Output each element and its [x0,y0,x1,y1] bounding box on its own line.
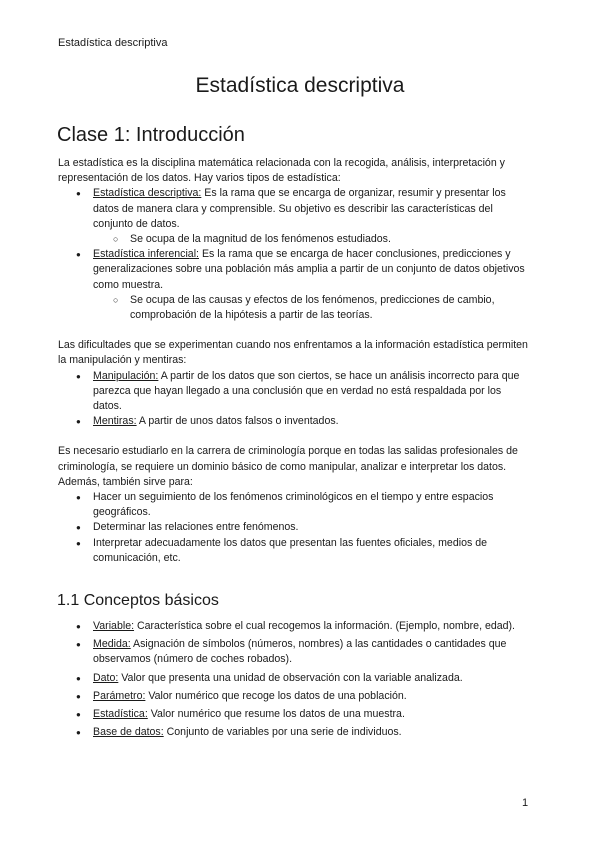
term-manipulacion: Manipulación: [93,369,159,382]
definition-text: Valor numérico que recoge los datos de una población. [145,689,407,702]
definition-text: Es la rama que se encarga de organizar, resumir y presentar los datos de manera clara y comprensible. Su objetivo es describir las características del conjunto de datos. [93,187,506,230]
definition-text: Asignación de símbolos (números, nombres) a las cantidades o cantidades que observamos (número de coches robados). [93,638,507,666]
sub-list-item: ○ Se ocupa de la magnitud de los fenómenos estudiados. [58,232,528,247]
term-mentiras: Mentiras: [93,415,137,428]
list-item [58,414,528,429]
section-heading-conceptos-basicos: 1.1 Conceptos básicos [57,592,219,609]
statistics-types-list [58,186,528,323]
sub-list [58,232,528,247]
definition-text: Es la rama que se encarga de hacer conclusiones, predicciones y generalizaciones sobre una población más amplia a partir de un conjunto de datos objetivos como muestra. [93,248,525,291]
list-item [58,671,528,686]
definition-text: A partir de unos datos falsos o inventados. [136,415,339,428]
list-item [58,637,528,667]
definition-text: Valor numérico que resume los datos de una muestra. [147,708,405,721]
term-estadistica-inferencial: Estadística inferencial: [93,248,199,261]
list-item [58,369,528,415]
list-item [58,619,528,634]
list-item: ● Interpretar adecuadamente los datos que presentan las fuentes oficiales, medios de comunicación, etc. [58,536,528,566]
difficulties-paragraph: Las dificultades que se experimentan cuando nos enfrentamos a la información estadística permiten la manipulación y mentiras: [58,339,528,367]
running-header: Estadística descriptiva [58,37,168,49]
term-base-de-datos: Base de datos: [93,726,164,739]
definition-text: Conjunto de variables por una serie de individuos. [163,726,402,739]
necessity-paragraph: Es necesario estudiarlo en la carrera de criminología porque en todas las salidas profesionales de criminología, se requiere un dominio básico de como manipular, analizar e interpretar los datos. Además, también sirve para: [58,445,518,488]
term-variable: Variable: [93,620,135,632]
list-item [58,725,528,740]
list-item [58,186,528,247]
intro-paragraph: La estadística es la disciplina matemática relacionada con la recogida, análisis, interpretación y representación de los datos. Hay varios tipos de estadística: [58,157,505,185]
page-number: 1 [522,797,529,809]
definition-text: Valor que presenta una unidad de observación con la variable analizada. [118,671,463,684]
definition-text: Característica sobre el cual recogemos la información. (Ejemplo, nombre, edad). [134,620,515,632]
concepts-list [58,619,528,740]
term-dato: Dato: [93,671,119,684]
term-parametro: Parámetro: [93,689,146,702]
uses-list [58,490,528,566]
difficulties-list [58,369,528,430]
section-heading-clase-1: Clase 1: Introducción [57,124,245,146]
list-item [58,247,528,323]
definition-text: A partir de los datos que son ciertos, se hace un análisis incorrecto para que parezca que hayan llegado a una conclusión que en verdad no está respaldada por los datos. [93,369,520,413]
sub-list-item: ○ Se ocupa de las causas y efectos de los fenómenos, predicciones de cambio, comprobación de la hipótesis a partir de las teorías. [58,293,528,323]
list-item [58,707,528,722]
list-item: ● Determinar las relaciones entre fenómenos. [58,520,528,535]
term-estadistica: Estadística: [93,708,148,721]
term-medida: Medida: [93,638,131,651]
sub-list [58,293,528,323]
list-item [58,689,528,704]
section-2-content [58,619,528,740]
list-item: ● Hacer un seguimiento de los fenómenos criminológicos en el tiempo y entre espacios geográficos. [58,490,528,520]
document-title: Estadística descriptiva [195,74,405,97]
term-estadistica-descriptiva: Estadística descriptiva: [93,187,202,200]
section-1-content [58,156,528,566]
